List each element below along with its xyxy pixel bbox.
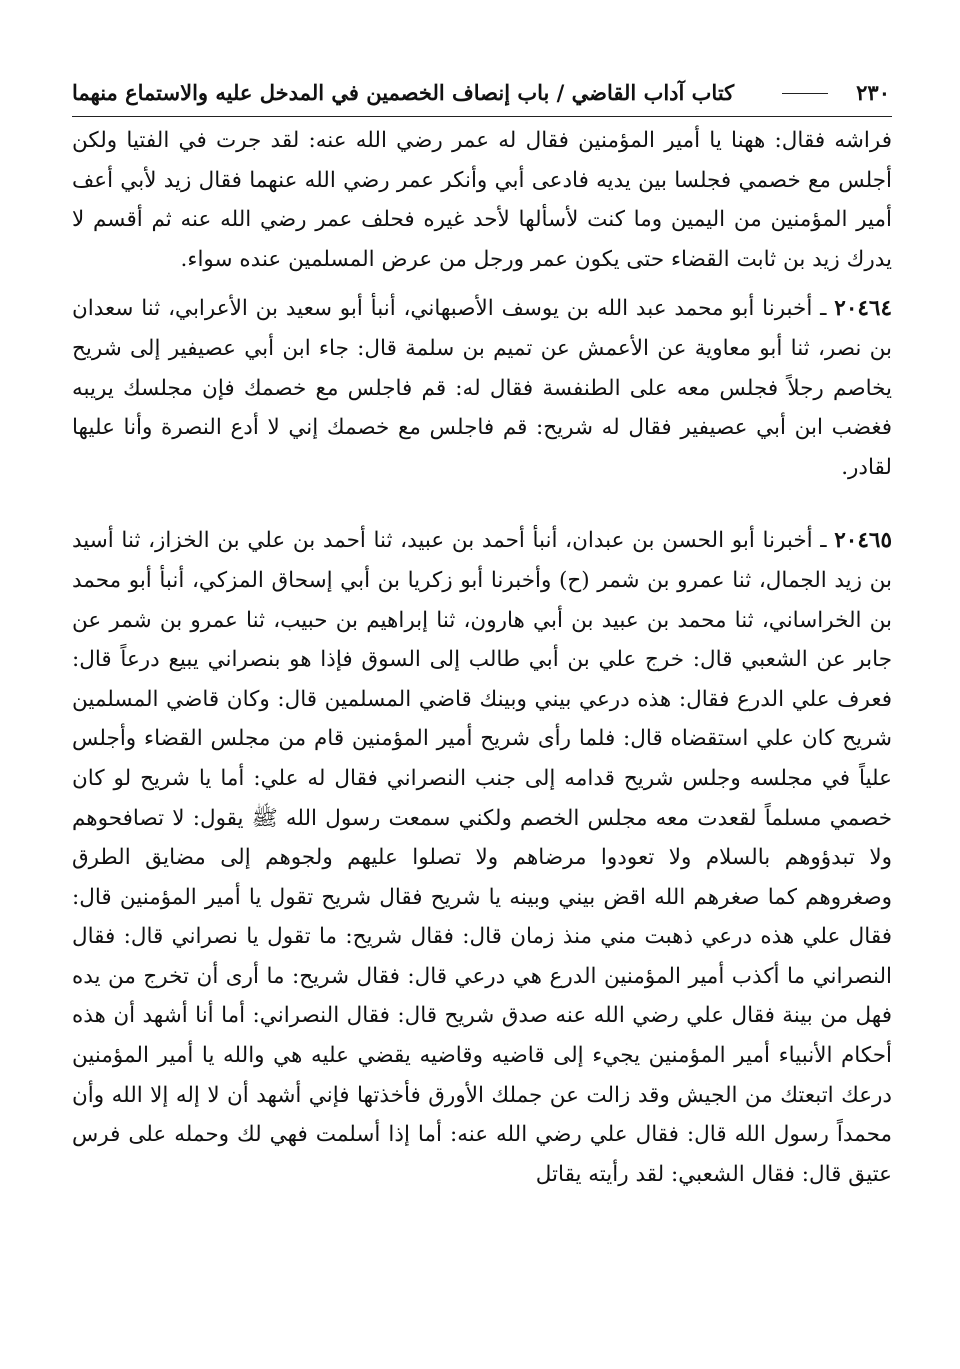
hadith-paragraph (72, 521, 892, 1194)
hadith-number: ٢٠٤٦٥ (834, 528, 892, 554)
book-page (72, 70, 892, 1194)
running-title: كتاب آداب القاضي / باب إنصاف الخصمين في المدخل عليه والاستماع منهما (72, 80, 735, 105)
hadith-number: ٢٠٤٦٤ (834, 296, 893, 322)
header-dash-rule (782, 93, 828, 94)
paragraph-text: ـ أخبرنا أبو الحسن بن عبدان، أنبأ أحمد بن عبيد، ثنا أحمد بن علي بن الخزاز، ثنا أسيد بن زيد الجمال، ثنا عمرو بن شمر (ح) وأخبرنا أبو زكريا بن أبي إسحاق المزكي، أنبأ أبو محمد بن الخراساني، ثنا محمد بن عبيد بن أبي هارون، ثنا إبراهيم بن حبيب، ثنا عمرو بن شمر عن جابر عن الشعبي قال: خرج علي بن أبي طالب إلى السوق فإذا هو بنصراني يبيع درعاً قال: فعرف علي الدرع فقال: هذه درعي بيني وبينك قاضي المسلمين قال: وكان قاضي المسلمين شريح كان علي استقضاه قال: فلما رأى شريح أمير المؤمنين قام من مجلس القضاء وأجلس علياً في مجلسه وجلس شريح قدامه إلى جنب النصراني فقال له علي: أما يا شريح لو كان خصمي مسلماً لقعدت معه مجلس الخصم ولكني سمعت رسول الله ﷺ يقول: لا تصافحوهم ولا تبدؤوهم بالسلام ولا تعودوا مرضاهم ولا تصلوا عليهم ولجوهم إلى مضايق الطرق وصغروهم كما صغرهم الله اقض بيني وبينه يا شريح فقال شريح تقول يا أمير المؤمنين قال: فقال علي هذه درعي ذهبت مني منذ زمان قال: فقال شريح: ما تقول يا نصراني قال: فقال النصراني ما أكذب أمير المؤمنين الدرع هي درعي قال: فقال شريح: ما أرى أن تخرج من يده فهل من بينة فقال علي رضي الله عنه صدق شريح قال: فقال النصراني: أما أنا أشهد أن هذه أحكام الأنبياء أمير المؤمنين يجيء إلى قاضيه وقاضيه يقضي عليه هي والله يا أمير المؤمنين درعك اتبعتك من الجيش وقد زالت عن جملك الأورق فأخذتها فإني أشهد أن لا إله إلا الله وأن محمداً رسول الله قال: فقال علي رضي الله عنه: أما إذا أسلمت فهي لك وحمله على فرس عتيق قال: فقال الشعبي: لقد رأيته يقاتل (72, 528, 892, 1187)
page-body (72, 121, 892, 1194)
paragraph-text: فراشه فقال: ههنا يا أمير المؤمنين فقال له عمر رضي الله عنه: لقد جرت في الفتيا ولكن أجلس مع خصمي فجلسا بين يديه فادعى أبي وأنكر عمر رضي الله عنهما فقال زيد لأبي أعف أمير المؤمنين من اليمين وما كنت لأسألها لأحد غيره فحلف عمر رضي الله عنه ثم أقسم لا يدرك زيد بن ثابت القضاء حتى يكون عمر ورجل من عرض المسلمين عنده سواء. (72, 128, 892, 272)
page-number: ٢٣٠ (856, 80, 890, 105)
hadith-paragraph (72, 289, 892, 487)
page-header (72, 70, 892, 117)
paragraph-continuation (72, 121, 892, 279)
paragraph-text: ـ أخبرنا أبو محمد عبد الله بن يوسف الأصبهاني، أنبأ أبو سعيد بن الأعرابي، ثنا سعدان بن نصر، ثنا أبو معاوية عن الأعمش عن تميم بن سلمة قال: جاء ابن أبي عصيفير إلى شريح يخاصم رجلاً فجلس معه على الطنفسة فقال له: قم فاجلس مع خصمك فإن مجلسك يريبه فغضب ابن أبي عصيفير فقال له شريح: قم فاجلس مع خصمك إني لا أدع النصرة وأنا عليها لقادر. (72, 296, 892, 480)
